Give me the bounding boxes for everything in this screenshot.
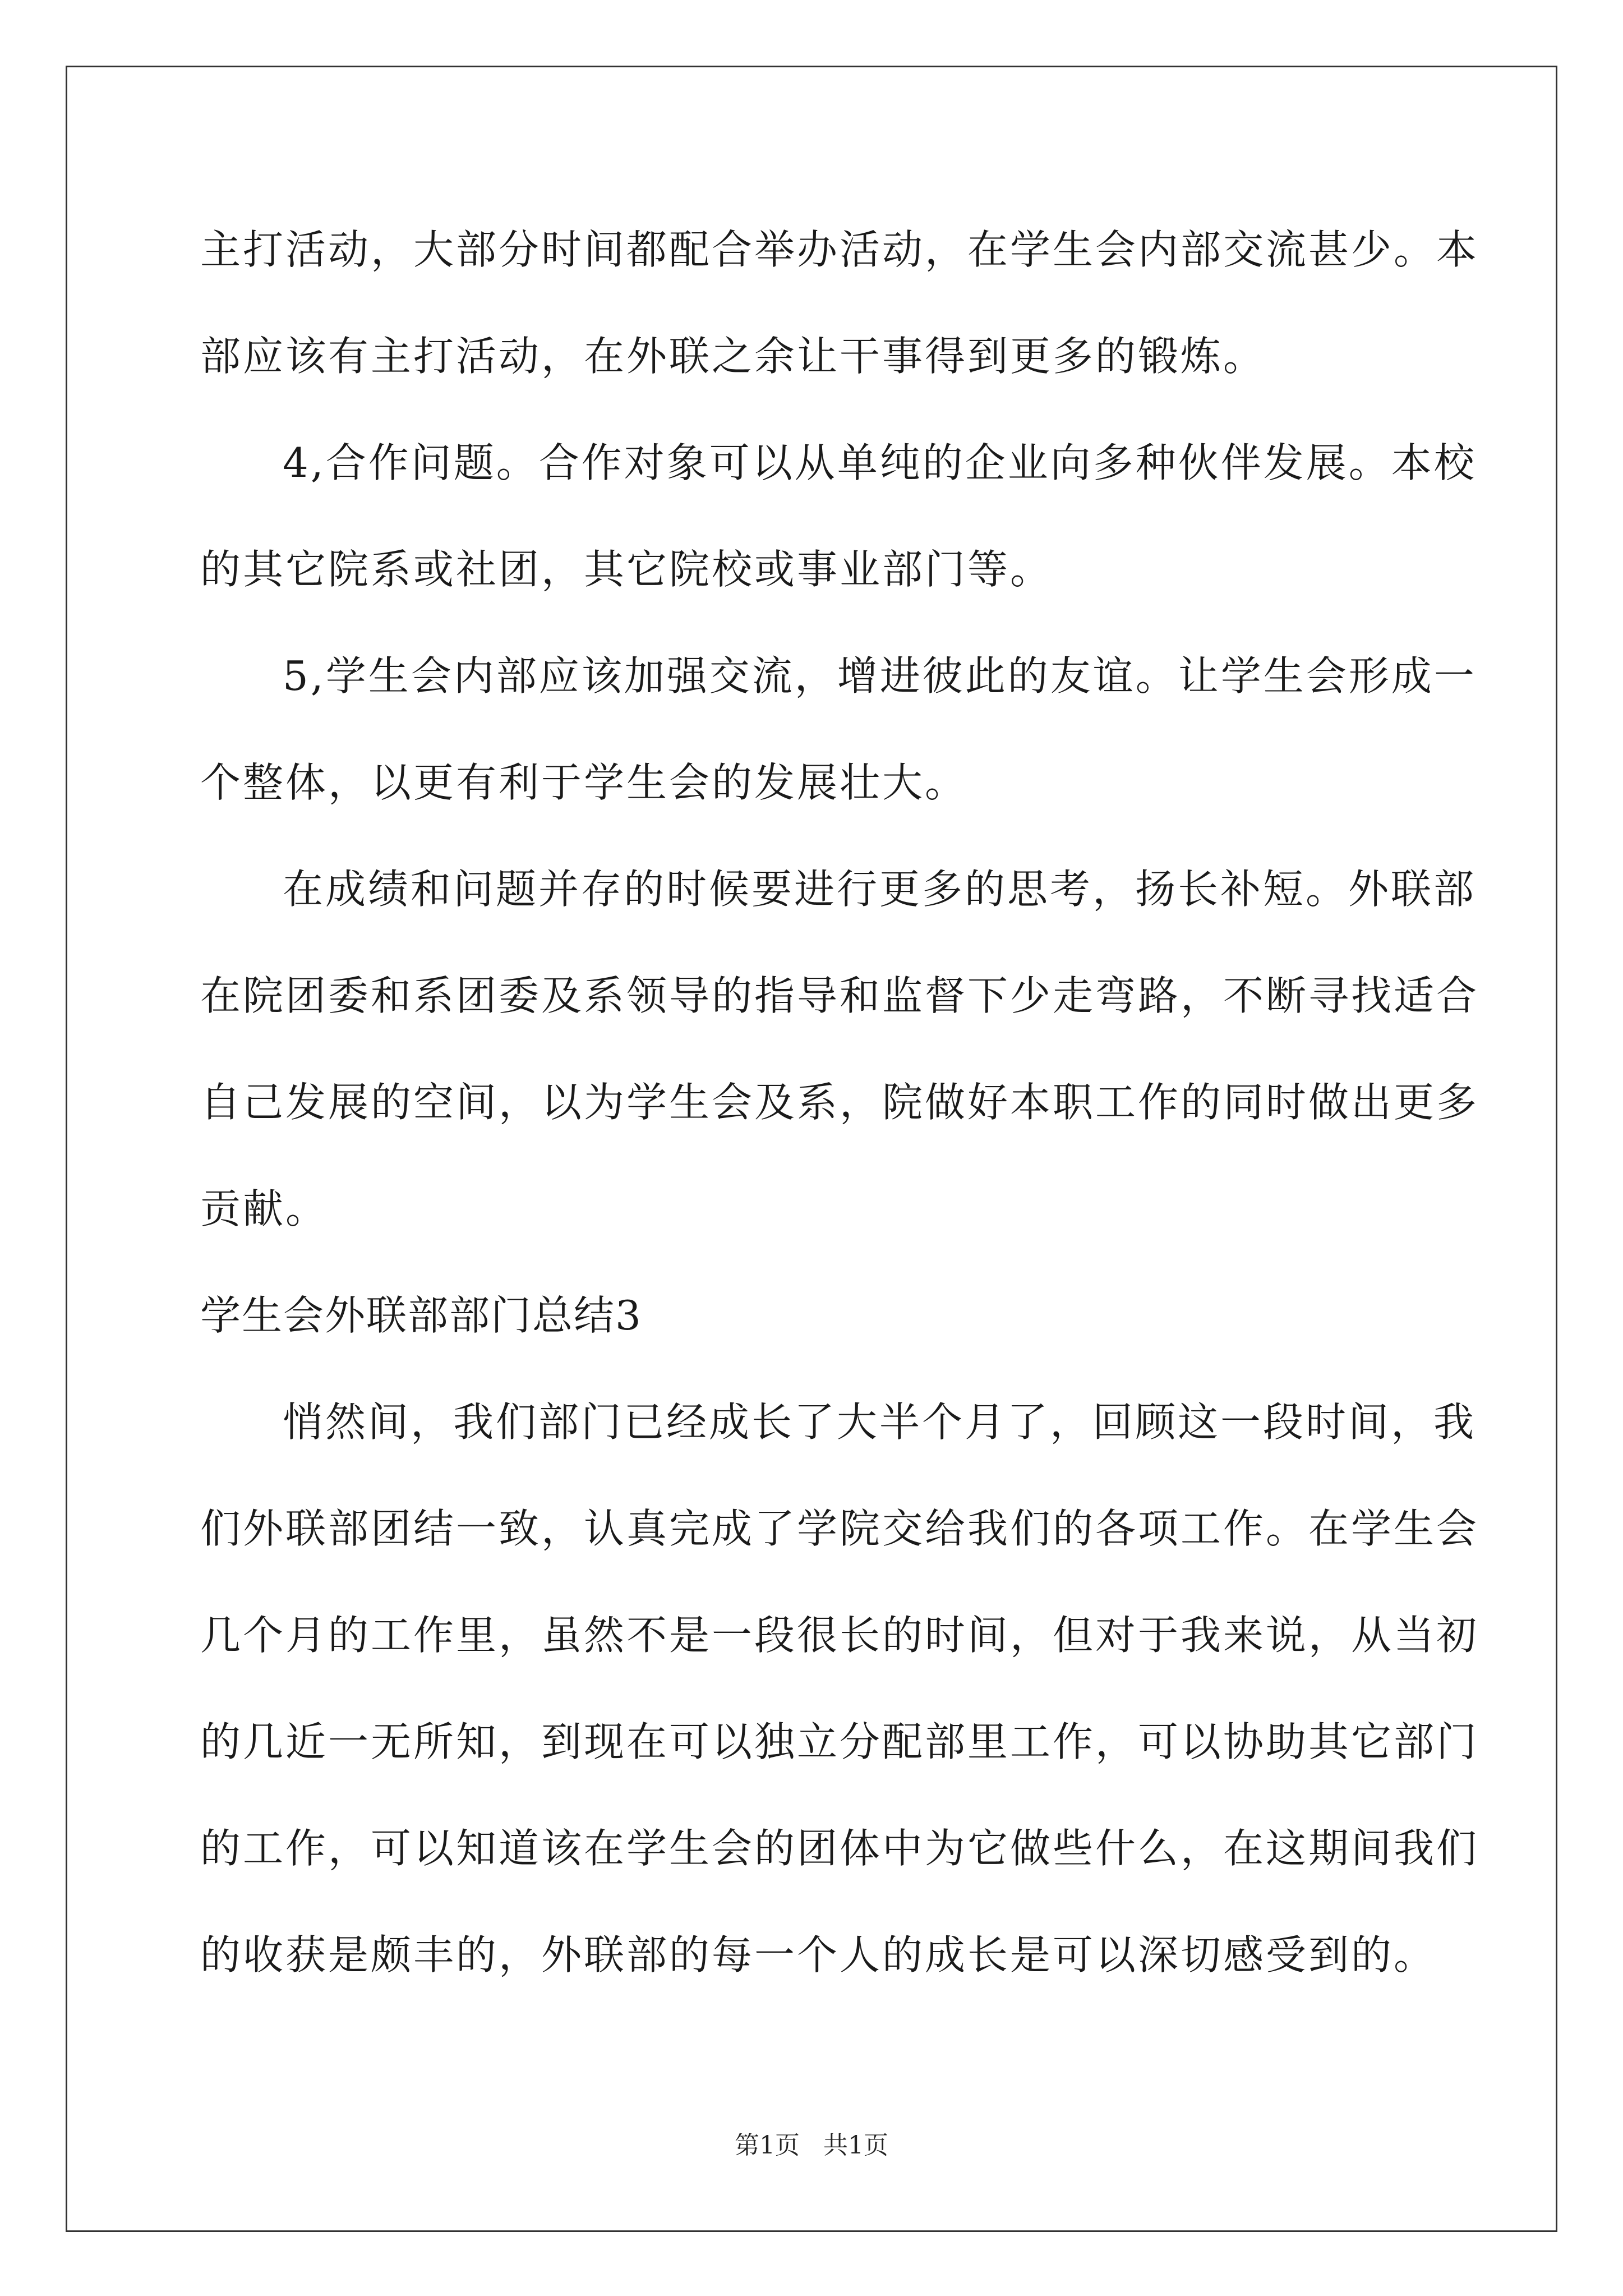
- text-line: 的几近一无所知，到现在可以独立分配部里工作，可以协助其它部门: [200, 1718, 1479, 1765]
- text-line: 贡献。: [200, 1185, 329, 1232]
- text-line: 部应该有主打活动，在外联之余让干事得到更多的锻炼。: [200, 333, 1266, 380]
- text-line: 悄然间，我们部门已经成长了大半个月了，回顾这一段时间，我: [283, 1398, 1477, 1446]
- text-line: 的其它院系或社团，其它院校或事业部门等。: [200, 546, 1053, 593]
- text-line: 4,合作问题。合作对象可以从单纯的企业向多种伙伴发展。本校: [283, 439, 1477, 486]
- text-line: 主打活动，大部分时间都配合举办活动，在学生会内部交流甚少。本: [200, 226, 1479, 273]
- section-heading: 学生会外联部部门总结3: [200, 1292, 642, 1339]
- text-line: 个整体，以更有利于学生会的发展壮大。: [200, 759, 968, 806]
- page-number-footer: 第1页 共1页: [735, 2131, 888, 2160]
- text-line: 自己发展的空间，以为学生会及系，院做好本职工作的同时做出更多: [200, 1079, 1479, 1126]
- text-line: 在成绩和问题并存的时候要进行更多的思考，扬长补短。外联部: [283, 866, 1477, 913]
- text-line: 的工作，可以知道该在学生会的团体中为它做些什么，在这期间我们: [200, 1825, 1479, 1872]
- text-line: 几个月的工作里，虽然不是一段很长的时间，但对于我来说，从当初: [200, 1612, 1479, 1659]
- text-line: 的收获是颇丰的，外联部的每一个人的成长是可以深切感受到的。: [200, 1931, 1437, 1978]
- document-body: [200, 216, 1479, 2028]
- text-line: 们外联部团结一致，认真完成了学院交给我们的各项工作。在学生会: [200, 1505, 1479, 1552]
- text-line: 在院团委和系团委及系领导的指导和监督下少走弯路，不断寻找适合: [200, 972, 1479, 1019]
- text-line: 5,学生会内部应该加强交流，增进彼此的友谊。让学生会形成一: [283, 652, 1477, 700]
